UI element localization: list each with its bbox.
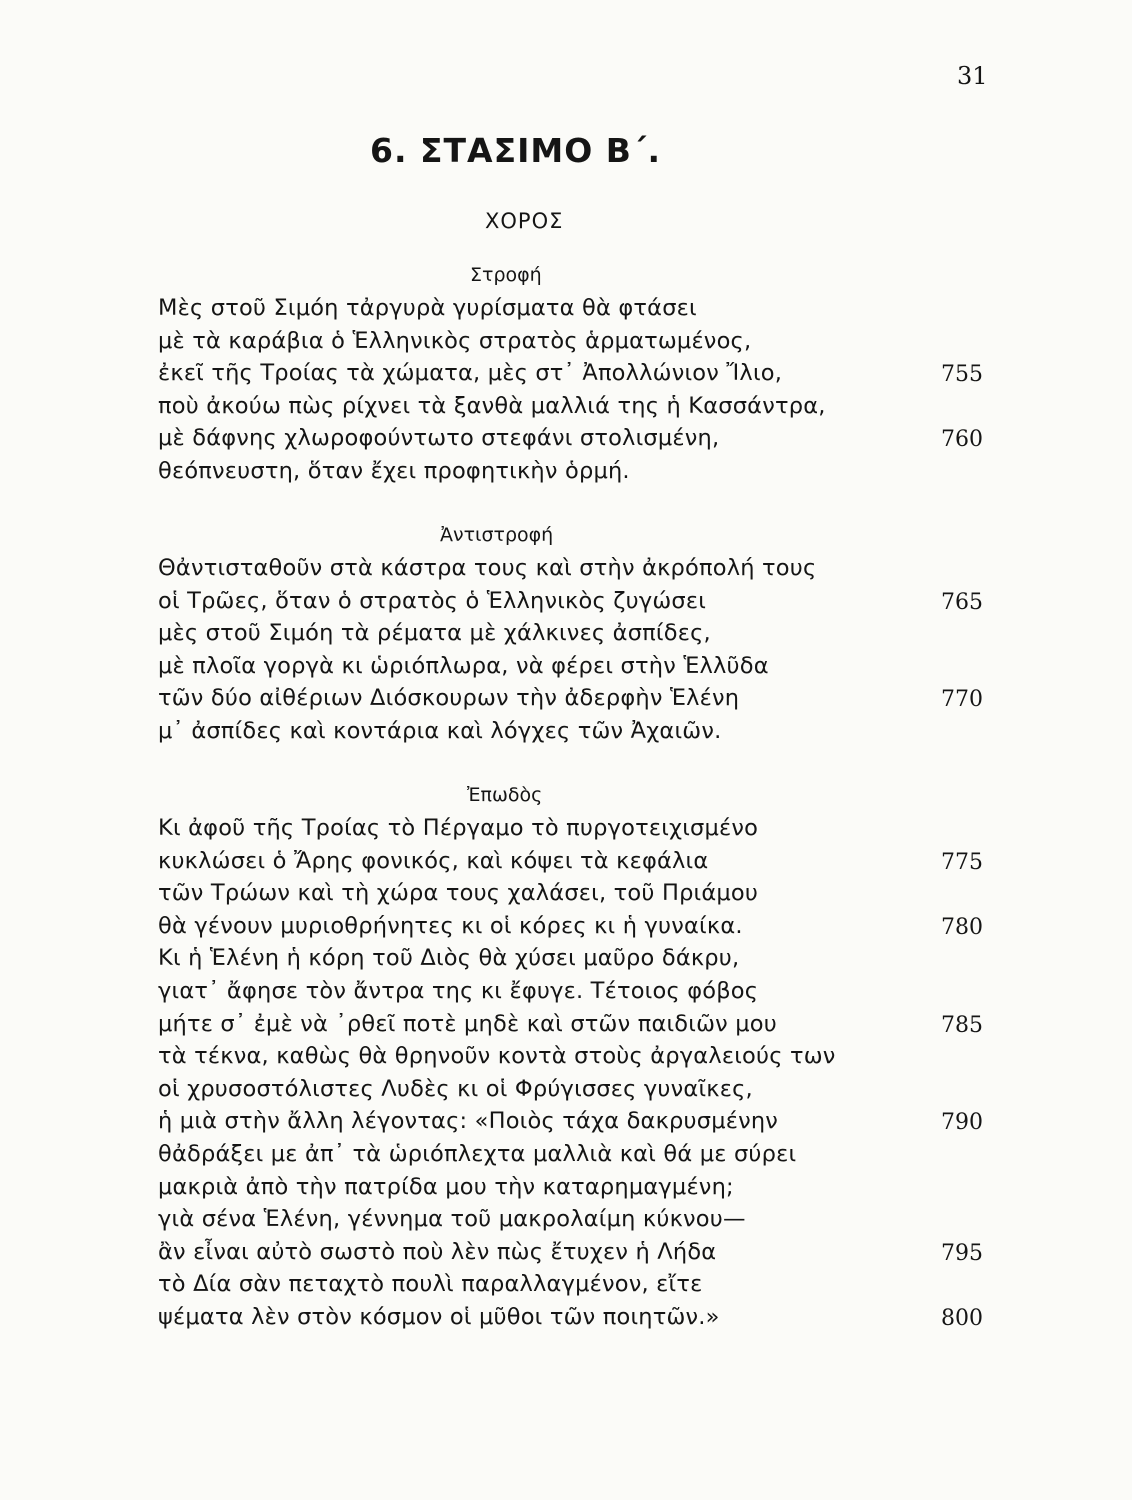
verse-line: τῶν δύο αἰθέριων Διόσκουρων τὴν ἀδερφὴν Ἑλένη [158,685,740,712]
verse-line: ἡ μιὰ στὴν ἄλλη λέγοντας: «Ποιὸς τάχα δακρυσμένην [158,1108,779,1135]
line-number: 760 [941,427,983,453]
verse-line: Θἀντισταθοῦν στὰ κάστρα τους καὶ στὴν ἀκρόπολή τους [158,555,817,581]
verse-line: τὸ Δία σὰν πεταχτὸ πουλὶ παραλλαγμένον, εἴτε [158,1271,703,1298]
verse-line: τῶν Τρώων καὶ τὴ χώρα τους χαλάσει, τοῦ Πριάμου [158,880,759,907]
line-number: 790 [941,1110,983,1136]
verse-line: κυκλώσει ὁ Ἄρης φονικός, καὶ κόψει τὰ κεφάλια [158,847,709,874]
verse-line: μακριὰ ἀπὸ τὴν πατρίδα μου τὴν καταρημαγμένη; [158,1173,734,1200]
verse-line: ἐκεῖ τῆς Τροίας τὰ χώματα, μὲς στ᾿ Ἀπολλώνιον Ἴλιο, [158,360,783,387]
verse-line: Κι ἀφοῦ τῆς Τροίας τὸ Πέργαμο τὸ πυργοτειχισμένο [158,815,759,841]
line-number: 770 [941,687,983,713]
verse-line: Κι ἡ Ἑλένη ἡ κόρη τοῦ Διὸς θὰ χύσει μαῦρο δάκρυ, [158,945,740,972]
page-number: 31 [957,62,988,90]
verse-line: τὰ τέκνα, καθὼς θὰ θρηνοῦν κοντὰ στοὺς ἀργαλειούς των [158,1043,836,1070]
verse-line: μήτε σ᾿ ἐμὲ νὰ ᾿ρθεῖ ποτὲ μηδὲ καὶ στῶν παιδιῶν μου [158,1010,777,1037]
verse-line: μ᾿ ἀσπίδες καὶ κοντάρια καὶ λόγχες τῶν Ἀχαιῶν. [158,718,722,744]
line-number: 800 [941,1306,983,1331]
verse-line: μὲ τὰ καράβια ὁ Ἑλληνικὸς στρατὸς ἁρματωμένος, [158,327,752,354]
speaker-label: ΧΟΡΟΣ [485,209,564,233]
verse-line: οἱ Τρῶες, ὅταν ὁ στρατὸς ὁ Ἑλληνικὸς ζυγώσει [158,587,707,614]
line-number: 775 [941,849,983,875]
verse-line: θεόπνευστη, ὅταν ἔχει προφητικὴν ὁρμή. [158,458,630,484]
section-heading-strophe: Στροφή [470,264,542,286]
line-number: 755 [941,362,983,388]
section-heading-antistrophe: Ἀντιστροφή [440,524,554,546]
verse-line: θἀδράξει με ἀπ᾿ τὰ ὡριόπλεχτα μαλλιὰ καὶ θά με σύρει [158,1141,797,1167]
verse-line: μὲς στοῦ Σιμόη τὰ ρέματα μὲ χάλκινες ἀσπίδες, [158,620,711,647]
verse-line: ἂν εἶναι αὐτὸ σωστὸ ποὺ λὲν πὼς ἔτυχεν ἡ Λήδα [158,1238,717,1265]
verse-line: θὰ γένουν μυριοθρήνητες κι οἱ κόρες κι ἡ γυναίκα. [158,912,743,939]
line-number: 785 [941,1012,983,1038]
verse-line: ποὺ ἀκούω πὼς ρίχνει τὰ ξανθὰ μαλλιά της ἡ Κασσάντρα, [158,392,826,419]
page-title: 6. ΣΤΑΣΙΜΟ Β΄. [370,131,662,170]
line-number: 765 [941,589,983,615]
verse-line: ψέματα λὲν στὸν κόσμον οἱ μῦθοι τῶν ποιητῶν.» [158,1304,720,1330]
verse-line: γιὰ σένα Ἑλένη, γέννημα τοῦ μακρολαίμη κύκνου— [158,1206,746,1233]
line-number: 795 [941,1240,983,1266]
verse-line: μὲ πλοῖα γοργὰ κι ὡριόπλωρα, νὰ φέρει στὴν Ἑλλῦδα [158,652,769,679]
line-number: 780 [941,914,983,940]
verse-line: μὲ δάφνης χλωροφούντωτο στεφάνι στολισμένη, [158,425,720,452]
section-heading-epode: Ἐπωδὸς [467,784,543,806]
verse-line: γιατ᾿ ἄφησε τὸν ἄντρα της κι ἔφυγε. Τέτοιος φόβος [158,978,759,1004]
verse-line: οἱ χρυσοστόλιστες Λυδὲς κι οἱ Φρύγισσες γυναῖκες, [158,1075,753,1102]
verse-line: Μὲς στοῦ Σιμόη τἀργυρὰ γυρίσματα θὰ φτάσει [158,295,697,321]
